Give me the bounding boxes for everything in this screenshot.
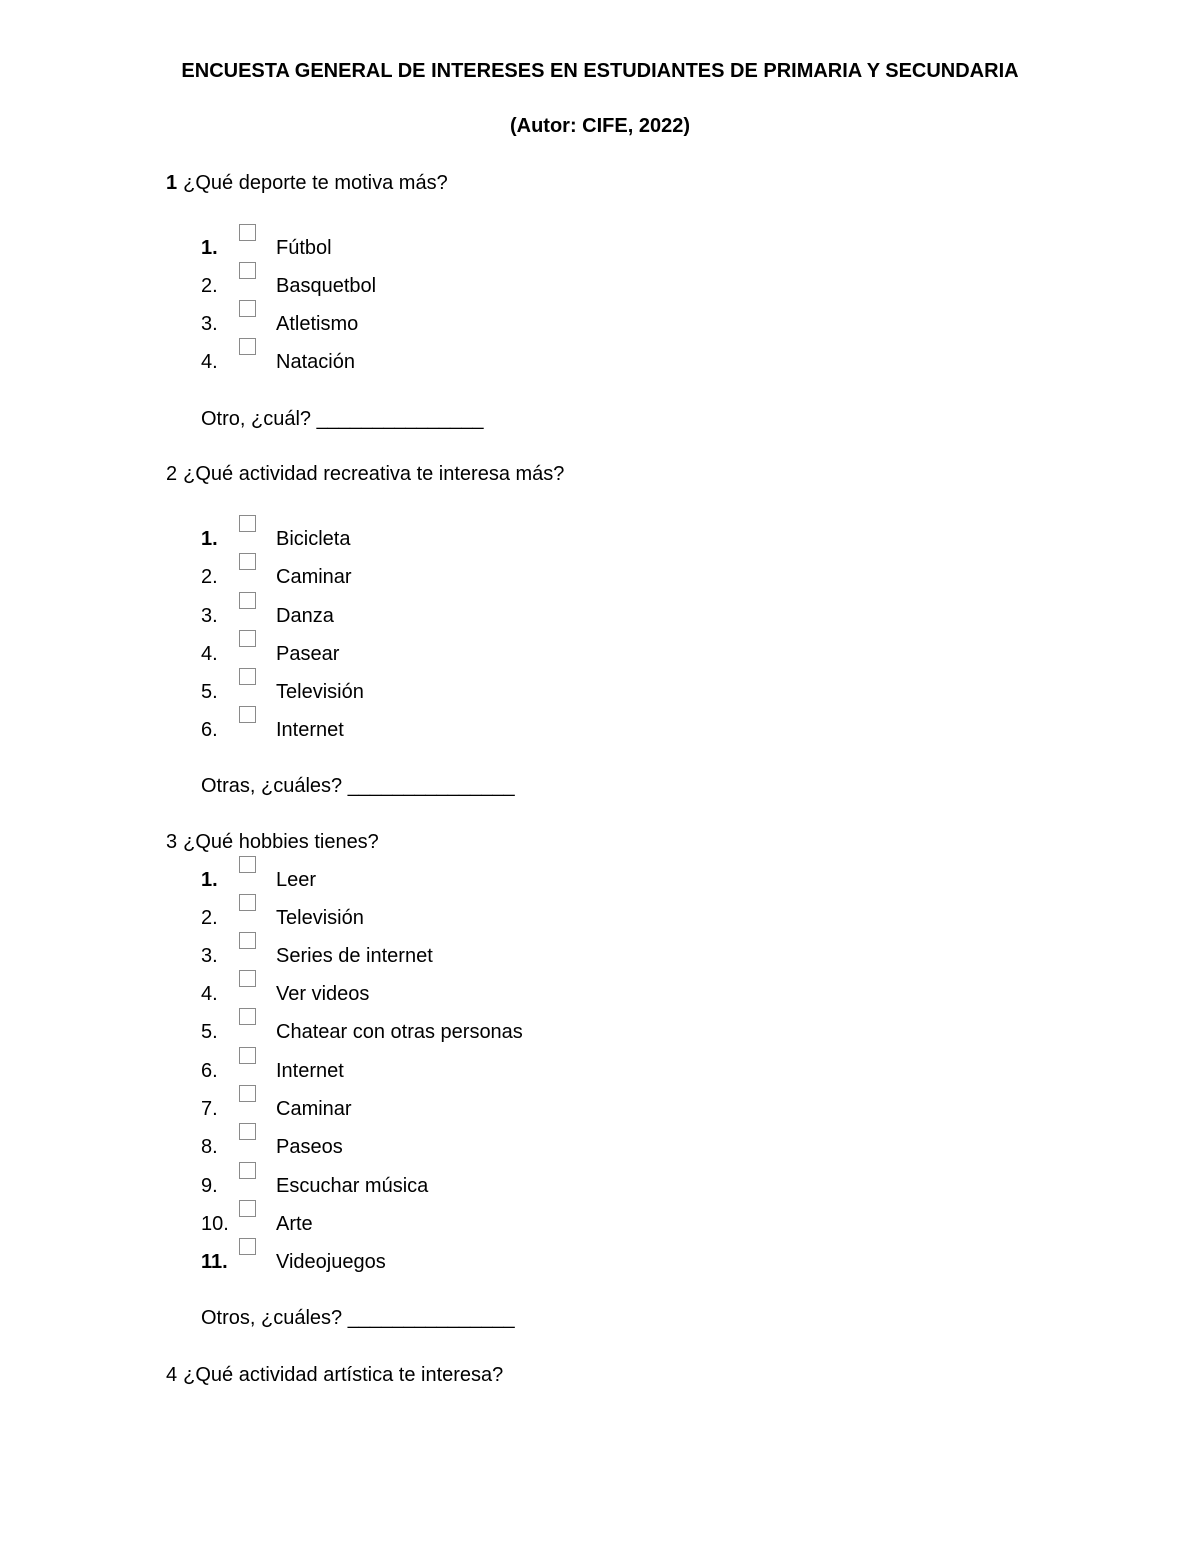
- option-label: Internet: [276, 719, 344, 741]
- option-number: 1.: [201, 237, 218, 259]
- other-blank-line[interactable]: _______________: [316, 408, 484, 430]
- checkbox[interactable]: [239, 1162, 256, 1179]
- option-label: Caminar: [276, 1098, 352, 1120]
- option-number: 8.: [201, 1136, 218, 1158]
- document-title: ENCUESTA GENERAL DE INTERESES EN ESTUDIANTES DE PRIMARIA Y SECUNDARIA: [181, 60, 1019, 82]
- checkbox[interactable]: [239, 1047, 256, 1064]
- checkbox[interactable]: [239, 1238, 256, 1255]
- checkbox[interactable]: [239, 592, 256, 609]
- question-number: 2: [166, 463, 178, 485]
- option-number: 4.: [201, 983, 218, 1005]
- option-number: 2.: [201, 907, 218, 929]
- option-label: Escuchar música: [276, 1175, 429, 1197]
- other-label: Otro, ¿cuál?: [201, 408, 312, 430]
- checkbox[interactable]: [239, 894, 256, 911]
- checkbox[interactable]: [239, 856, 256, 873]
- checkbox[interactable]: [239, 300, 256, 317]
- option-number: 1.: [201, 869, 218, 891]
- question-number: 3: [166, 831, 178, 853]
- checkbox[interactable]: [239, 224, 256, 241]
- option-number: 6.: [201, 719, 218, 741]
- option-label: Natación: [276, 351, 355, 373]
- checkbox[interactable]: [239, 338, 256, 355]
- option-label: Danza: [276, 605, 334, 627]
- checkbox[interactable]: [239, 1085, 256, 1102]
- checkbox[interactable]: [239, 668, 256, 685]
- question-text: ¿Qué hobbies tienes?: [183, 831, 379, 853]
- option-label: Fútbol: [276, 237, 332, 259]
- other-blank-line[interactable]: _______________: [347, 1307, 515, 1329]
- option-label: Chatear con otras personas: [276, 1021, 523, 1043]
- checkbox[interactable]: [239, 706, 256, 723]
- option-number: 3.: [201, 605, 218, 627]
- option-label: Atletismo: [276, 313, 359, 335]
- question-3: [166, 831, 379, 854]
- other-label: Otras, ¿cuáles?: [201, 775, 343, 797]
- option-label: Televisión: [276, 907, 364, 929]
- option-label: Series de internet: [276, 945, 433, 967]
- option-label: Caminar: [276, 566, 352, 588]
- option-label: Arte: [276, 1213, 313, 1235]
- checkbox[interactable]: [239, 262, 256, 279]
- checkbox[interactable]: [239, 932, 256, 949]
- option-number: 10.: [201, 1213, 229, 1235]
- option-number: 4.: [201, 643, 218, 665]
- option-label: Basquetbol: [276, 275, 377, 297]
- question-2: [166, 463, 564, 486]
- question-number: 4: [166, 1364, 178, 1386]
- question-text: ¿Qué actividad recreativa te interesa más?: [183, 463, 565, 485]
- option-label: Ver videos: [276, 983, 370, 1005]
- question-text: ¿Qué deporte te motiva más?: [183, 172, 448, 194]
- q3-other-field[interactable]: [201, 1307, 515, 1330]
- option-number: 4.: [201, 351, 218, 373]
- option-label: Televisión: [276, 681, 364, 703]
- option-label: Leer: [276, 869, 317, 891]
- checkbox[interactable]: [239, 1123, 256, 1140]
- other-label: Otros, ¿cuáles?: [201, 1307, 343, 1329]
- checkbox[interactable]: [239, 630, 256, 647]
- option-label: Pasear: [276, 643, 340, 665]
- q1-other-field[interactable]: [201, 408, 483, 431]
- document-author: (Autor: CIFE, 2022): [509, 115, 691, 137]
- option-label: Bicicleta: [276, 528, 351, 550]
- question-number: 1: [166, 172, 178, 194]
- option-label: Paseos: [276, 1136, 343, 1158]
- option-number: 7.: [201, 1098, 218, 1120]
- other-blank-line[interactable]: _______________: [347, 775, 515, 797]
- question-text: ¿Qué actividad artística te interesa?: [183, 1364, 504, 1386]
- option-number: 2.: [201, 275, 218, 297]
- question-1: [166, 172, 448, 195]
- q2-other-field[interactable]: [201, 775, 515, 798]
- option-label: Videojuegos: [276, 1251, 386, 1273]
- option-number: 2.: [201, 566, 218, 588]
- checkbox[interactable]: [239, 970, 256, 987]
- option-number: 5.: [201, 1021, 218, 1043]
- checkbox[interactable]: [239, 515, 256, 532]
- checkbox[interactable]: [239, 1200, 256, 1217]
- option-label: Internet: [276, 1060, 344, 1082]
- option-number: 1.: [201, 528, 218, 550]
- option-number: 6.: [201, 1060, 218, 1082]
- checkbox[interactable]: [239, 553, 256, 570]
- option-number: 9.: [201, 1175, 218, 1197]
- option-number: 5.: [201, 681, 218, 703]
- checkbox[interactable]: [239, 1008, 256, 1025]
- question-4: [166, 1364, 503, 1387]
- option-number: 11.: [201, 1251, 228, 1273]
- option-number: 3.: [201, 945, 218, 967]
- option-number: 3.: [201, 313, 218, 335]
